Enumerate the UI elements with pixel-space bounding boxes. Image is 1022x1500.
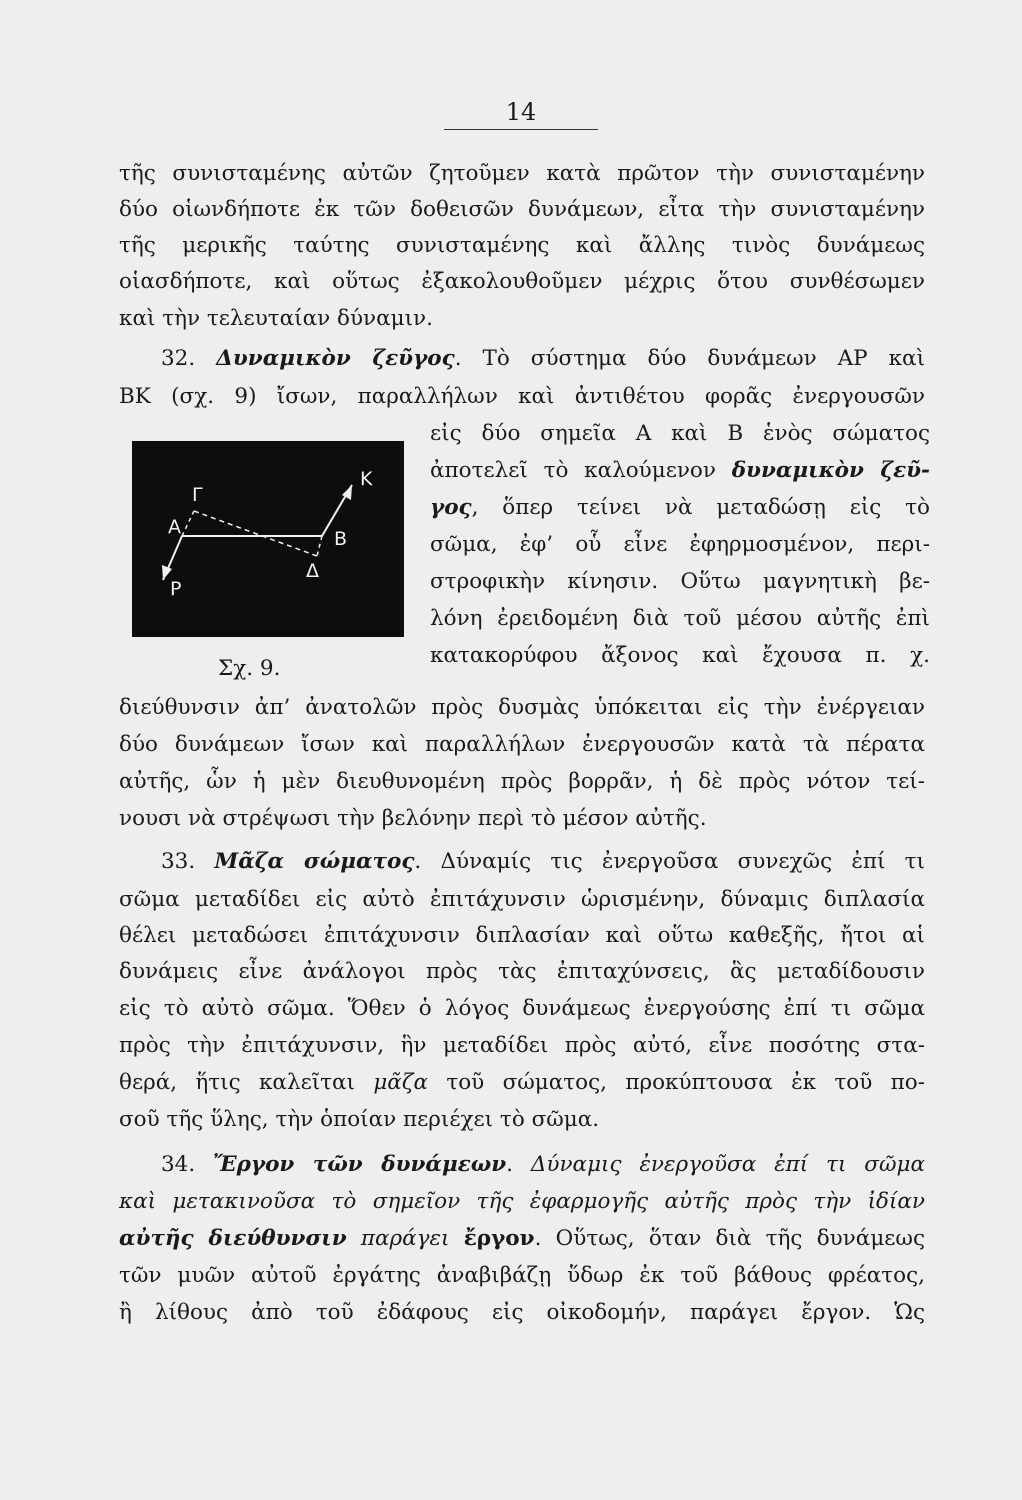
figure-caption: Σχ. 9. [218, 656, 281, 681]
page-number: 14 [505, 98, 537, 126]
text-line: ἢ λίθους ἀπὸ τοῦ ἐδάφους εἰς οἰκοδομήν, παράγει ἔργον. Ὡς [119, 1300, 925, 1325]
point-label-b: Β [334, 528, 348, 550]
text-line: σῶμα μεταδίδει εἰς αὐτὸ ἐπιτάχυνσιν ὡρισμένην, δύναμις διπλασία [119, 887, 925, 912]
text-line: καὶ τὴν τελευταίαν δύναμιν. [119, 306, 433, 331]
text-line: γος, ὅπερ τείνει νὰ μεταδώσῃ εἰς τὸ [430, 495, 930, 520]
text-line: σῶμα, ἐφ’ οὗ εἶνε ἐφηρμοσμένον, περι- [430, 532, 930, 557]
dashed-line-ag [182, 511, 194, 536]
section-heading-33: 33. Μᾶζα σώματος. Δύναμίς τις ἐνεργοῦσα συνεχῶς ἐπί τι [161, 849, 925, 874]
text-line: λόνη ἐρειδομένη διὰ τοῦ μέσου αὐτῆς ἐπὶ [430, 606, 930, 631]
text-line: αὐτῆς διεύθυνσιν παράγει ἔργον. Οὕτως, ὅταν διὰ τῆς δυνάμεως [119, 1226, 926, 1251]
text-line: θερά, ἥτις καλεῖται μᾶζα τοῦ σώματος, προκύπτουσα ἐκ τοῦ πο- [119, 1070, 925, 1095]
text-line: σοῦ τῆς ὕλης, τὴν ὁποίαν περιέχει τὸ σῶμα. [119, 1107, 600, 1132]
text-line: δύο δυνάμεων ἴσων καὶ παραλλήλων ἐνεργουσῶν κατὰ τὰ πέρατα [119, 732, 925, 757]
text-line: εἰς δύο σημεῖα Α καὶ Β ἑνὸς σώματος [430, 421, 930, 446]
text-line: τῆς συνισταμένης αὐτῶν ζητοῦμεν κατὰ πρῶτον τὴν συνισταμένην [119, 161, 925, 186]
point-label-g: Γ [192, 484, 203, 506]
text-line: θέλει μεταδώσει ἐπιτάχυνσιν διπλασίαν καὶ οὕτω καθεξῆς, ἤτοι αἱ [119, 923, 925, 948]
section-heading-32: 32. Δυναμικὸν ζεῦγος. Τὸ σύστημα δύο δυνάμεων ΑΡ καὶ [161, 346, 926, 371]
text-line: οἱασδήποτε, καὶ οὕτως ἐξακολουθοῦμεν μέχρις ὅτου συνθέσωμεν [119, 269, 925, 294]
point-label-d: Δ [306, 560, 319, 582]
text-line: διεύθυνσιν ἀπ’ ἀνατολῶν πρὸς δυσμὰς ὑπόκειται εἰς τὴν ἐνέργειαν [119, 695, 925, 720]
text-line: κατακορύφου ἄξονος καὶ ἔχουσα π. χ. [430, 643, 930, 668]
text-line: τῆς μερικῆς ταύτης συνισταμένης καὶ ἄλλης τινὸς δυνάμεως [119, 233, 925, 258]
text-line: ἀποτελεῖ τὸ καλούμενον δυναμικὸν ζεῦ- [430, 458, 930, 483]
point-label-a: Α [168, 516, 181, 538]
header-rule [444, 129, 598, 130]
text-line: αὐτῆς, ὧν ἡ μὲν διευθυνομένη πρὸς βορρᾶν, ἡ δὲ πρὸς νότον τεί- [119, 769, 925, 794]
text-line: τῶν μυῶν αὐτοῦ ἐργάτης ἀναβιβάζῃ ὕδωρ ἐκ τοῦ βάθους φρέατος, [119, 1263, 925, 1288]
dashed-line-bd [317, 536, 322, 556]
figure-force-couple [132, 441, 404, 637]
text-line: δύο οἱωνδήποτε ἐκ τῶν δοθεισῶν δυνάμεων, εἶτα τὴν συνισταμένην [119, 197, 925, 222]
dashed-line-gd [194, 511, 317, 556]
point-label-k: Κ [360, 468, 373, 490]
text-line: νουσι νὰ στρέψωσι τὴν βελόνην περὶ τὸ μέσον αὐτῆς. [119, 806, 707, 831]
section-heading-34: 34. Ἔργον τῶν δυνάμεων. Δύναμις ἐνεργοῦσα ἐπί τι σῶμα [161, 1152, 926, 1177]
force-couple-diagram [132, 441, 404, 637]
text-line: στροφικὴν κίνησιν. Οὕτω μαγνητικὴ βε- [430, 569, 930, 594]
text-line: καὶ μετακινοῦσα τὸ σημεῖον τῆς ἐφαρμογῆς αὐτῆς πρὸς τὴν ἰδίαν [119, 1189, 925, 1214]
text-line: πρὸς τὴν ἐπιτάχυνσιν, ἣν μεταδίδει πρὸς αὐτό, εἶνε ποσότης στα- [119, 1033, 925, 1058]
text-line: εἰς τὸ αὐτὸ σῶμα. Ὅθεν ὁ λόγος δυνάμεως ἐνεργούσης ἐπί τι σῶμα [119, 996, 925, 1021]
text-line: δυνάμεις εἶνε ἀνάλογοι πρὸς τὰς ἐπιταχύνσεις, ἃς μεταδίδουσιν [119, 959, 925, 984]
point-label-p: Ρ [170, 578, 182, 600]
text-line: ΒΚ (σχ. 9) ἴσων, παραλλήλων καὶ ἀντιθέτου φορᾶς ἐνεργουσῶν [119, 384, 925, 409]
